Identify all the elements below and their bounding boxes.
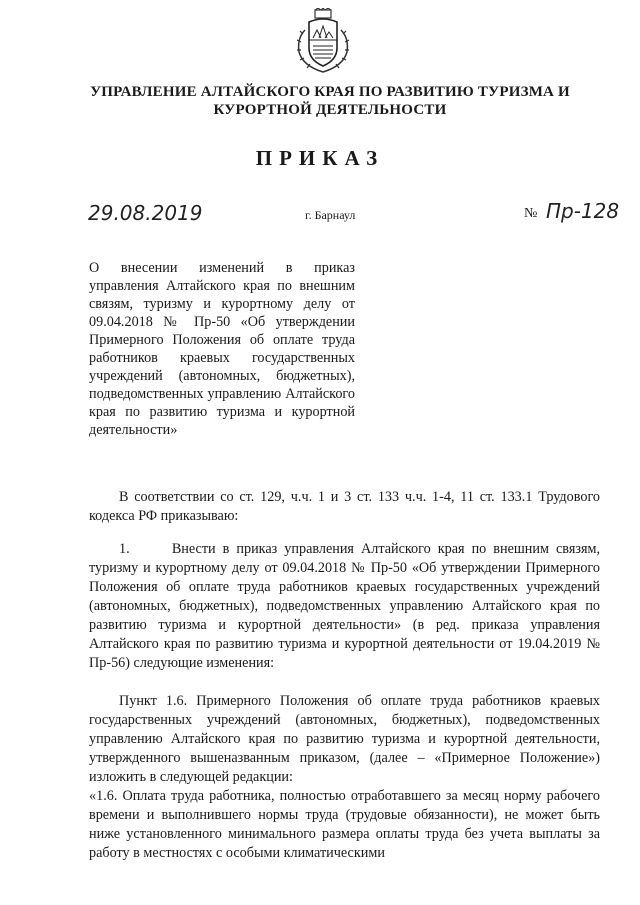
city-label: г. Барнаул	[305, 208, 356, 222]
order-number: Пр-128	[546, 199, 620, 223]
body-paragraph-legal-basis: В соответствии со ст. 129, ч.ч. 1 и 3 ст. 133 ч.ч. 1-4, 11 ст. 133.1 Трудового кодекса РФ приказываю:	[89, 489, 600, 524]
coat-of-arms-emblem	[295, 8, 351, 74]
clause-new-text: «1.6. Оплата труда работника, полностью отработавшего за месяц норму рабочего времени и выполнившего нормы труда (трудовые обязанности), не может быть ниже установленного минимального размера оплаты труда без учета выплаты за работу в местностях с особыми климатическими	[89, 788, 600, 861]
body-paragraph-clause	[89, 692, 600, 863]
clause-intro: Пункт 1.6. Примерного Положения об оплате труда работников краевых государственных учреждений (автономных, бюджетных), подведомственных управлению Алтайского края по развитию туризма и курортной деятельности, утвержденного вышеназванным приказом, (далее – «Примерное Положение») изложить в следующей редакции:	[89, 693, 600, 785]
document-type-title: ПРИКАЗ	[255, 146, 385, 170]
order-date: 29.08.2019	[88, 201, 203, 225]
order-subject: О внесении изменений в приказ управления Алтайского края по внешним связям, туризму и курортному делу от 09.04.2018 № Пр-50 «Об утверждении Примерного Положения об оплате труда работников краевых государственных учреждений (автономных, бюджетных), подведомственных управлению Алтайского края по развитию туризма и курортной деятельности»	[89, 260, 355, 438]
number-sign: №	[524, 206, 538, 221]
body-paragraph-item-1: 1. Внести в приказ управления Алтайского края по внешним связям, туризму и курортному делу от 09.04.2018 № Пр-50 «Об утверждении Примерного Положения об оплате труда работников краевых государственных учреждений (автономных, бюджетных), подведомственных управлению Алтайского края по развитию туризма и курортной деятельности» (в ред. приказа управления Алтайского края по развитию туризма и курортной деятельности от 19.04.2019 № Пр-56) следующие изменения:	[89, 541, 604, 671]
organization-name-line-1: УПРАВЛЕНИЕ АЛТАЙСКОГО КРАЯ ПО РАЗВИТИЮ ТУРИЗМА И	[90, 84, 570, 100]
organization-name-line-2: КУРОРТНОЙ ДЕЯТЕЛЬНОСТИ	[213, 102, 447, 118]
